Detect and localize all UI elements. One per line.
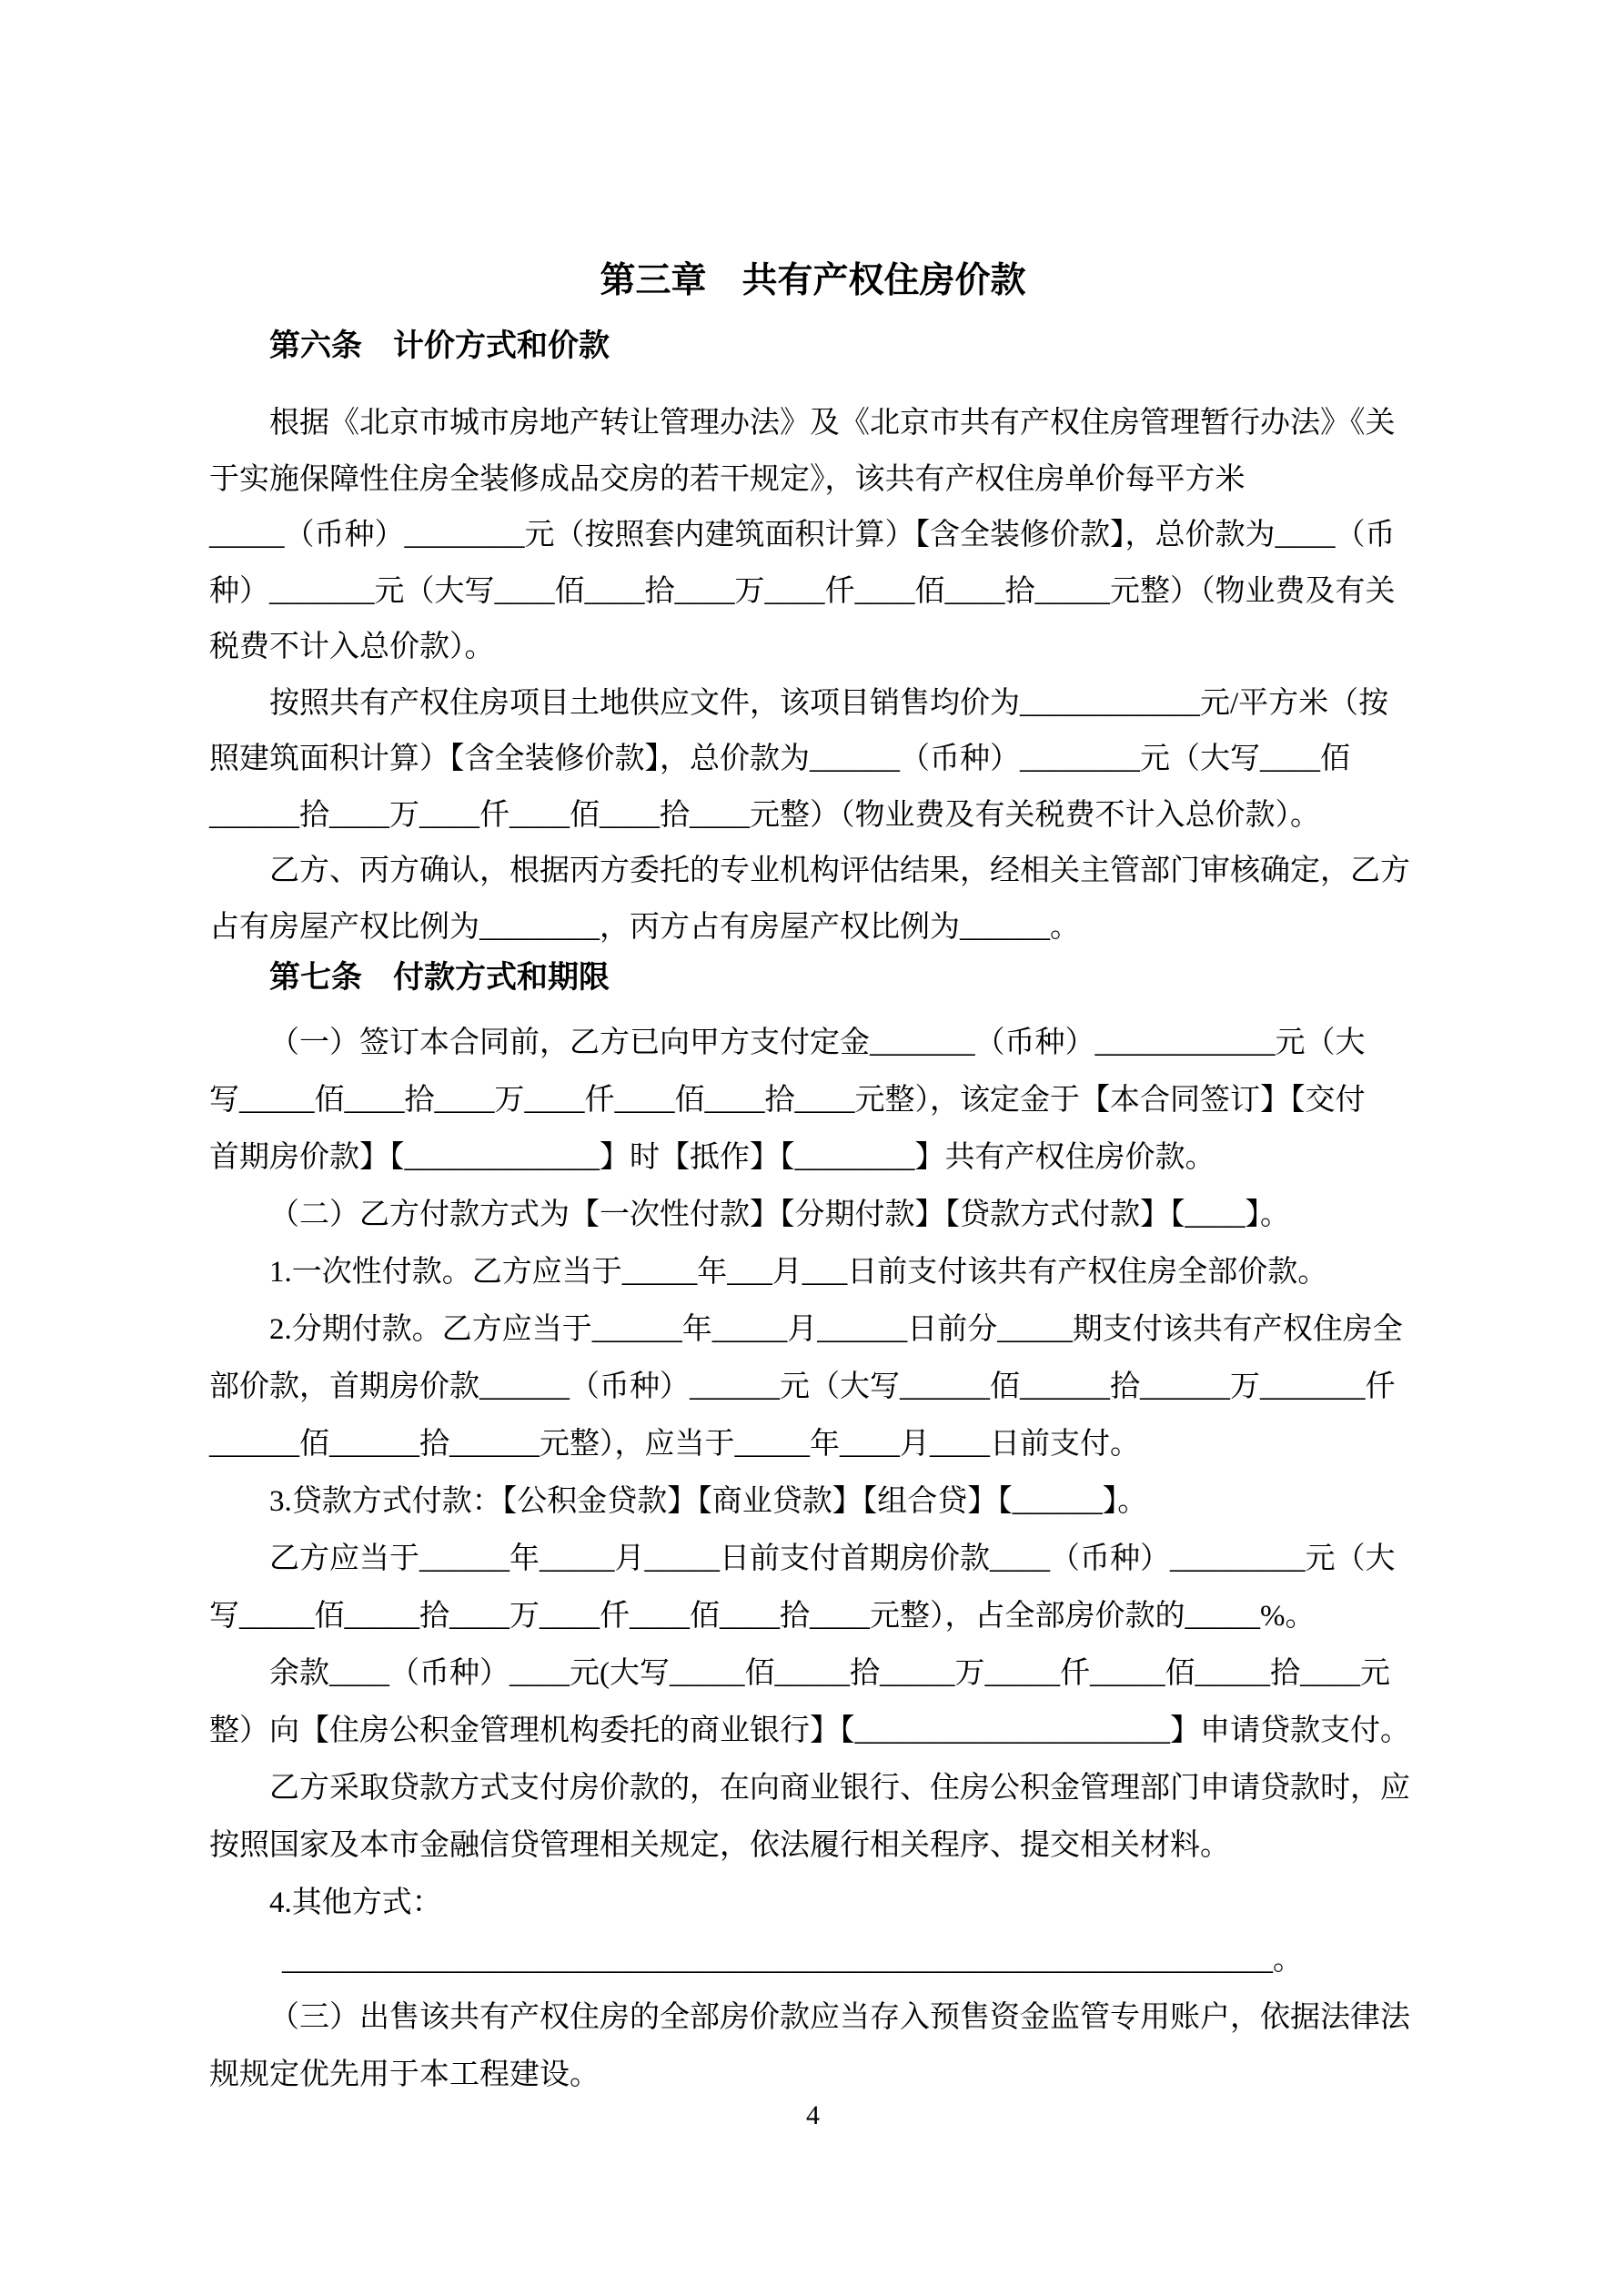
- contract-line: 首期房价款】【_____________】时【抵作】【________】共有产权住房价款。: [209, 1141, 1215, 1174]
- contract-line: 乙方、丙方确认，根据丙方委托的专业机构评估结果，经相关主管部门审核确定，乙方: [269, 855, 1410, 887]
- contract-line: （二）乙方付款方式为【一次性付款】【分期付款】【贷款方式付款】【____】。: [269, 1199, 1290, 1231]
- contract-line: 种）_______元（大写____佰____拾____万____仟____佰____拾_____元整）（物业费及有关: [209, 574, 1396, 608]
- page-number: 4: [806, 2100, 820, 2130]
- contract-line: 按照国家及本市金融信贷管理相关规定，依法履行相关程序、提交相关材料。: [209, 1829, 1230, 1862]
- contract-line: ______拾____万____仟____佰____拾____元整）（物业费及有关税费不计入总价款）。: [209, 798, 1320, 832]
- contract-line: _____（币种）________元（按照套内建筑面积计算）【含全装修价款】，总价款为____（币: [209, 519, 1396, 551]
- contract-line: 2.分期付款。乙方应当于______年_____月______日前分_____期支付该共有产权住房全: [269, 1313, 1403, 1346]
- article-7-heading: 第七条 付款方式和期限: [269, 960, 610, 995]
- contract-line: 按照共有产权住房项目土地供应文件，该项目销售均价为____________元/平方米（按: [269, 686, 1389, 720]
- article-6-heading: 第六条 计价方式和价款: [269, 329, 610, 363]
- contract-line: 部价款，首期房价款______（币种）______元（大写______佰______拾______万_______仟: [209, 1371, 1396, 1403]
- contract-line: 乙方应当于______年_____月_____日前支付首期房价款____（币种）_________元（大: [269, 1542, 1396, 1575]
- chapter-title: 第三章 共有产权住房价款: [600, 261, 1026, 300]
- contract-line: 4.其他方式：: [269, 1886, 442, 1919]
- contract-line: 照建筑面积计算）【含全装修价款】，总价款为______（币种）________元（大写____佰: [209, 743, 1350, 775]
- contract-line: 整）向【住房公积金管理机构委托的商业银行】【_____________________】申请贷款支付。: [209, 1714, 1410, 1747]
- contract-line: 税费不计入总价款）。: [209, 631, 495, 663]
- contract-line: 写_____佰_____拾____万____仟____佰____拾____元整），占全部房价款的_____%。: [209, 1600, 1316, 1633]
- contract-line: 3.贷款方式付款：【公积金贷款】【商业贷款】【组合贷】【______】。: [269, 1485, 1148, 1518]
- contract-line: （三）出售该共有产权住房的全部房价款应当存入预售资金监管专用账户，依据法律法: [269, 2001, 1410, 2034]
- blank-fill-line: __________________________________________________________________。: [282, 1944, 1303, 1977]
- contract-line: ______佰______拾______元整），应当于_____年____月____日前支付。: [209, 1428, 1140, 1461]
- contract-line: 于实施保障性住房全装修成品交房的若干规定》，该共有产权住房单价每平方米: [209, 462, 1246, 496]
- contract-line: 乙方采取贷款方式支付房价款的，在向商业银行、住房公积金管理部门申请贷款时，应: [269, 1772, 1410, 1805]
- contract-line: 根据《北京市城市房地产转让管理办法》及《北京市共有产权住房管理暂行办法》《关: [269, 407, 1396, 440]
- contract-line: （一）签订本合同前，乙方已向甲方支付定金_______（币种）____________元（大: [269, 1027, 1366, 1059]
- contract-line: 规规定优先用于本工程建设。: [209, 2058, 600, 2091]
- contract-line: 占有房屋产权比例为________，丙方占有房屋产权比例为______。: [209, 910, 1080, 944]
- contract-line: 写_____佰____拾____万____仟____佰____拾____元整），该定金于【本合同签订】【交付: [209, 1084, 1366, 1117]
- article-7-body: [209, 1015, 1417, 2104]
- contract-line: 1.一次性付款。乙方应当于_____年___月___日前支付该共有产权住房全部价款。: [269, 1256, 1328, 1289]
- article-6-body: [209, 396, 1417, 956]
- contract-line: 余款____（币种）____元(大写_____佰_____拾_____万_____仟_____佰_____拾____元: [269, 1657, 1390, 1690]
